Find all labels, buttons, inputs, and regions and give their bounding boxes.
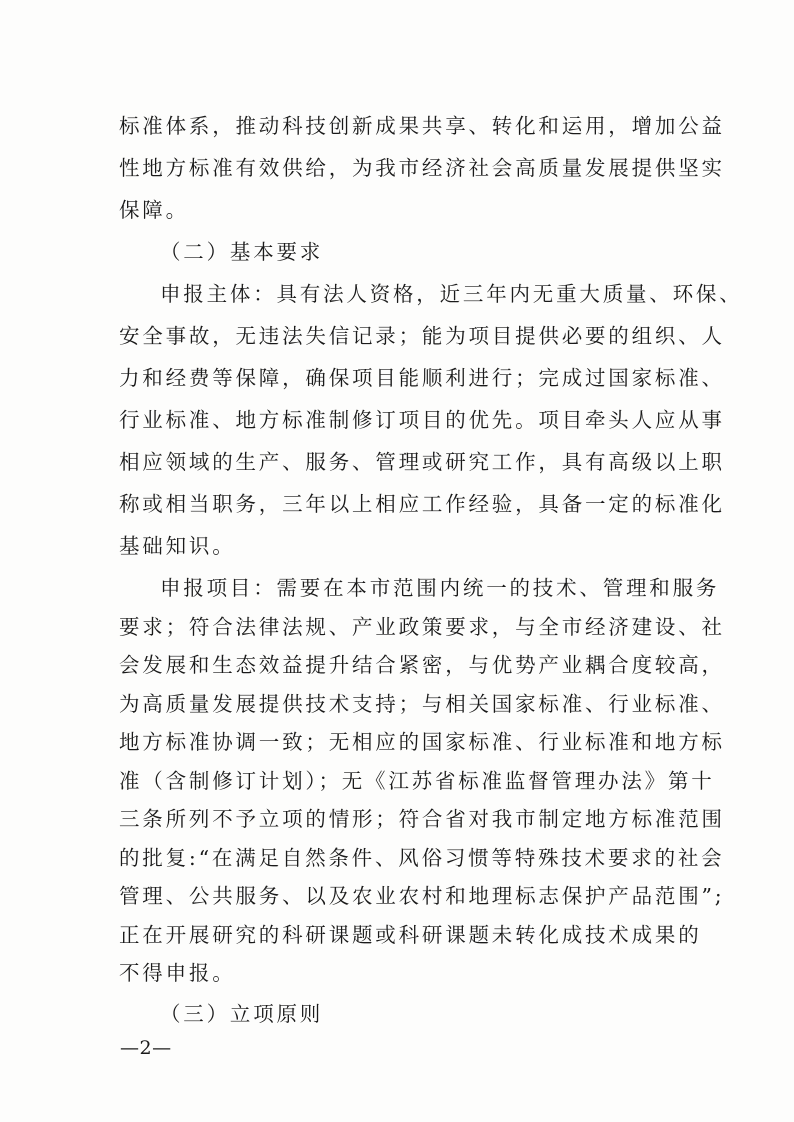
- paragraph-line: 标准体系，推动科技创新成果共享、转化和运用，增加公益: [119, 114, 725, 138]
- paragraph-line: 申报项目：需要在本市范围内统一的技术、管理和服务: [160, 576, 720, 600]
- paragraph-line: 地方标准协调一致；无相应的国家标准、行业标准和地方标: [119, 730, 725, 754]
- paragraph-line: 性地方标准有效供给，为我市经济社会高质量发展提供坚实: [119, 156, 725, 180]
- section-heading-3: （三）立项原则: [160, 1001, 324, 1026]
- paragraph-line: 正在开展研究的科研课题或科研课题未转化成技术成果的: [119, 922, 702, 947]
- paragraph-line: 相应领域的生产、服务、管理或研究工作，具有高级以上职: [119, 450, 725, 474]
- paragraph-line: 不得申报。: [119, 961, 236, 985]
- paragraph-line: 安全事故，无违法失信记录；能为项目提供必要的组织、人: [119, 324, 725, 348]
- paragraph-line: 会发展和生态效益提升结合紧密，与优势产业耦合度较高，: [119, 653, 725, 677]
- page-number: —2—: [120, 1037, 172, 1059]
- paragraph-line: 为高质量发展提供技术支持；与相关国家标准、行业标准、: [119, 691, 725, 716]
- paragraph-line: 力和经费等保障，确保项目能顺利进行；完成过国家标准、: [119, 366, 725, 390]
- paragraph-line: 行业标准、地方标准制修订项目的优先。项目牵头人应从事: [119, 408, 725, 432]
- paragraph-line: 管理、公共服务、以及农业农村和地理标志保护产品范围”;: [119, 884, 725, 908]
- paragraph-line: 称或相当职务，三年以上相应工作经验，具备一定的标准化: [119, 492, 725, 516]
- paragraph-line: 申报主体：具有法人资格，近三年内无重大质量、环保、: [160, 282, 743, 306]
- paragraph-line: 的批复:“在满足自然条件、风俗习惯等特殊技术要求的社会: [119, 845, 725, 870]
- paragraph-line: 准（含制修订计划）；无《江苏省标准监督管理办法》第十: [119, 768, 715, 793]
- paragraph-line: 三条所列不予立项的情形；符合省对我市制定地方标准范围: [119, 807, 725, 831]
- paragraph-line: 基础知识。: [119, 534, 236, 558]
- section-heading: （二）基本要求: [160, 240, 324, 264]
- paragraph-line: 保障。: [119, 198, 189, 222]
- paragraph-line: 要求；符合法律法规、产业政策要求，与全市经济建设、社: [119, 614, 725, 639]
